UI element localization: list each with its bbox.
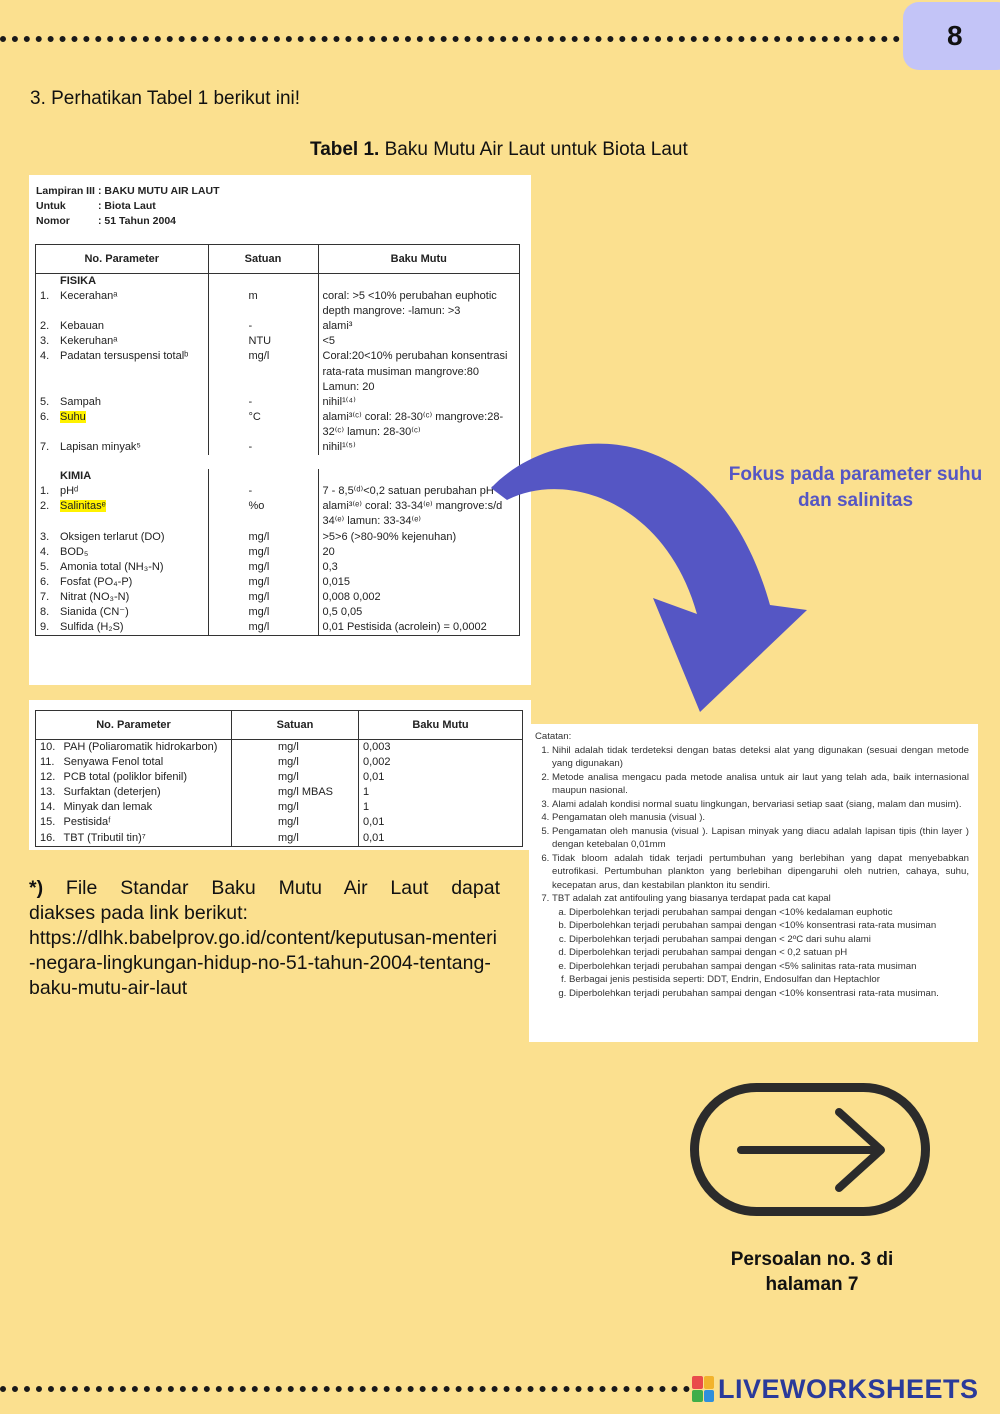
cell-number: 6.	[40, 410, 50, 423]
notes-sheet	[529, 724, 978, 1042]
footnote-marker: *)	[29, 877, 44, 899]
table-row	[36, 319, 520, 334]
note-sub-item: b. Diperbolehkan terjadi perubahan sampai dengan <10% konsentrasi rata-rata musiman	[569, 919, 969, 933]
brand-grid-icon	[692, 1376, 714, 1402]
parameter-name: Kekeruhanᵃ	[60, 335, 118, 348]
parameter-name: Sampah	[60, 395, 101, 408]
table-row	[36, 770, 523, 785]
lampiran-key: Lampiran III	[36, 185, 95, 197]
cell-number: 2.	[40, 500, 50, 513]
cell-number: 15.	[40, 816, 56, 829]
cell-parameter	[56, 349, 208, 394]
next-button[interactable]	[690, 1083, 930, 1216]
cell-parameter	[56, 499, 208, 529]
cell-value: 0,5 0,05	[322, 605, 363, 618]
cell-value: 7 - 8,5⁽ᵈ⁾<0,2 satuan perubahan pH	[322, 485, 494, 498]
col-header-unit: Satuan	[208, 245, 318, 274]
table-caption	[310, 139, 688, 161]
table-row	[36, 484, 520, 499]
cell-number: 1.	[40, 485, 50, 498]
cell-unit: °C	[208, 410, 318, 440]
cell-parameter: PCB total (poliklor bifenil)	[60, 770, 232, 785]
cell-unit: m	[208, 289, 318, 319]
question-text: 3. Perhatikan Tabel 1 berikut ini!	[30, 88, 301, 109]
cell-number: 10.	[40, 741, 56, 753]
note-sub-item: e. Diperbolehkan terjadi perubahan sampai dengan <5% salinitas rata-rata musiman	[569, 960, 969, 974]
cell-number: 16.	[40, 831, 56, 844]
next-label: Persoalan no. 3 di halaman 7	[730, 1249, 894, 1295]
cell-empty	[208, 274, 318, 290]
notes-title: Catatan:	[535, 731, 572, 742]
footnote	[29, 876, 500, 1001]
cell-value: <5	[322, 335, 336, 348]
table-row	[36, 590, 520, 605]
cell-number: 5.	[40, 395, 50, 408]
cell-number: 4.	[40, 545, 50, 558]
cell-number: 3.	[40, 530, 50, 543]
parameter-name: Padatan tersuspensi totalᵇ	[60, 350, 189, 363]
cell-number: 9.	[40, 621, 50, 634]
cell-value: 0,01 Pestisida (acrolein) = 0,0002	[322, 621, 487, 634]
cell-value: 20	[322, 545, 335, 558]
cell-value: 1	[363, 786, 370, 799]
note-text: TBT adalah zat antifouling yang biasanya terdapat pada cat kapal	[552, 893, 831, 904]
parameter-name: Salinitasᵉ	[60, 500, 106, 513]
page-number: 8	[903, 2, 1000, 70]
col-header-parameter: No. Parameter	[36, 711, 232, 740]
cell-number: 8.	[40, 605, 50, 618]
cell-empty	[36, 274, 57, 290]
cell-number: 11.	[40, 756, 55, 769]
cell-unit: -	[208, 319, 318, 334]
parameter-name: Kecerahanᵃ	[60, 290, 118, 303]
section-title: KIMIA	[56, 469, 208, 484]
cell-parameter	[56, 605, 208, 620]
parameter-name: Lapisan minyak⁵	[60, 441, 141, 454]
cell-unit: mg/l	[208, 349, 318, 394]
focus-label: Fokus pada parameter suhu dan salinitas	[728, 464, 983, 511]
cell-parameter: TBT (Tributil tin)⁷	[60, 831, 232, 847]
parameter-name: Amonia total (NH₃-N)	[60, 560, 164, 573]
note-sub-item: g. Diperbolehkan terjadi perubahan sampai dengan <10% konsentrasi rata-rata musiman.	[569, 987, 969, 1001]
parameter-name: BOD₅	[60, 545, 89, 558]
cell-value: 0,01	[363, 816, 385, 829]
parameter-name: Fosfat (PO₄-P)	[60, 575, 133, 588]
parameter-name: Nitrat (NO₃-N)	[60, 590, 130, 603]
parameter-name: Oksigen terlarut (DO)	[60, 530, 165, 543]
note-text: Tidak bloom adalah tidak terjadi pertumbuhan yang berlebihan yang dapat menyebabkan eutrofikasi. Pertumbuhan plankton yang berlebihan dipengaruhi oleh nutrien, cahaya, suhu, kecepatan arus, dan kestabilan plankton itu sendiri.	[552, 852, 969, 891]
cell-unit: mg/l	[208, 590, 318, 605]
note-item	[552, 852, 969, 893]
note-item	[552, 798, 969, 812]
table-row	[36, 605, 520, 620]
cell-unit: -	[208, 440, 318, 455]
nomor-value: : 51 Tahun 2004	[98, 215, 177, 227]
cell-value: nihil¹⁽⁴⁾	[322, 395, 356, 408]
cell-unit: -	[208, 395, 318, 410]
cell-value: 0,3	[322, 560, 338, 573]
cell-value: nihil¹⁽⁵⁾	[322, 441, 356, 454]
parameter-name: Suhu	[60, 410, 86, 423]
footnote-link[interactable]: https://dlhk.babelprov.go.id/content/keputusan-menteri-negara-lingkungan-hidup-no-51-tahun-2004-tentang-baku-mutu-air-laut	[29, 927, 497, 999]
arrow-right-icon	[699, 1092, 921, 1207]
note-text: Alami adalah kondisi normal suatu lingkungan, bervariasi setiap saat (siang, malam dan musim).	[552, 798, 962, 810]
cell-unit: mg/l	[208, 575, 318, 590]
cell-number: 5.	[40, 560, 50, 573]
notes-block	[535, 730, 969, 1000]
cell-unit: mg/l	[232, 831, 359, 847]
cell-parameter: Minyak dan lemak	[60, 800, 232, 815]
sheet-header	[36, 184, 220, 229]
notes-list	[535, 744, 969, 1001]
table-row	[36, 575, 520, 590]
cell-number: 12.	[40, 771, 56, 784]
cell-unit: mg/l	[232, 800, 359, 815]
table-row	[36, 815, 523, 830]
table-row	[36, 499, 520, 529]
cell-unit: mg/l	[208, 605, 318, 620]
section-title: FISIKA	[56, 274, 208, 290]
cell-unit: mg/l	[208, 560, 318, 575]
note-text: Pengamatan oleh manusia (visual ). Lapisan minyak yang diacu adalah lapisan tipis (thin layer ) dengan ketebalan 0,01mm	[552, 825, 969, 850]
cell-value: 0,003	[363, 741, 391, 753]
col-header-value: Baku Mutu	[318, 245, 520, 274]
cell-value: 0,008 0,002	[322, 590, 381, 603]
cell-parameter	[56, 410, 208, 440]
untuk-value: : Biota Laut	[98, 200, 156, 212]
lampiran-value: : BAKU MUTU AIR LAUT	[98, 185, 220, 197]
brand-logo	[692, 1372, 998, 1406]
standard-table-sheet-continued	[29, 700, 531, 850]
cell-parameter: PAH (Poliaromatik hidrokarbon)	[60, 740, 232, 756]
cell-number: 1.	[40, 290, 50, 303]
table-row	[36, 785, 523, 800]
cell-parameter	[56, 319, 208, 334]
cell-unit: mg/l	[208, 620, 318, 636]
note-item	[552, 744, 969, 771]
cell-parameter	[56, 560, 208, 575]
cell-value: Coral:20<10% perubahan konsentrasi rata-rata musiman mangrove:80 Lamun: 20	[322, 350, 508, 393]
note-text: Metode analisa mengacu pada metode analisa untuk air laut yang telah ada, baik internasional maupun nasional.	[552, 771, 969, 796]
untuk-key: Untuk	[36, 200, 66, 212]
table-row	[36, 545, 520, 560]
cell-value: 0,002	[363, 756, 391, 769]
table-caption-text: Baku Mutu Air Laut untuk Biota Laut	[379, 139, 688, 160]
note-sub-item: d. Diperbolehkan terjadi perubahan sampai dengan < 0,2 satuan pH	[569, 946, 969, 960]
cell-number: 7.	[40, 590, 50, 603]
cell-value: 0,01	[363, 771, 385, 784]
cell-number: 4.	[40, 350, 50, 363]
cell-number: 2.	[40, 320, 50, 333]
table-row	[36, 831, 523, 847]
table-row	[36, 410, 520, 440]
cell-value: alami³⁽ᵉ⁾ coral: 33-34⁽ᵉ⁾ mangrove:s/d 34⁽ᵉ⁾ lamun: 33-34⁽ᵉ⁾	[322, 500, 503, 528]
note-item	[552, 811, 969, 825]
cell-parameter	[56, 334, 208, 349]
table-row	[36, 800, 523, 815]
cell-unit: mg/l	[232, 770, 359, 785]
cell-number: 13.	[40, 786, 56, 799]
note-sub-item: f. Berbagai jenis pestisida seperti: DDT, Endrin, Endosulfan dan Heptachlor	[569, 973, 969, 987]
note-text: Pengamatan oleh manusia (visual ).	[552, 812, 706, 823]
cell-value: 1	[363, 801, 370, 814]
standard-table-sheet	[29, 175, 531, 685]
footnote-line-2: diakses pada link berikut:	[29, 902, 248, 924]
cell-unit: mg/l	[232, 755, 359, 770]
cell-parameter: Pestisidaᶠ	[60, 815, 232, 830]
footnote-line-1	[29, 876, 500, 901]
table-row	[36, 395, 520, 410]
cell-value: 0,015	[322, 575, 351, 588]
cell-parameter	[56, 395, 208, 410]
cell-unit: mg/l	[232, 815, 359, 830]
standard-table-1	[35, 244, 520, 636]
cell-parameter	[56, 484, 208, 499]
note-sub-item: c. Diperbolehkan terjadi perubahan sampai dengan < 2ºC dari suhu alami	[569, 933, 969, 947]
note-sub-item: a. Diperbolehkan terjadi perubahan sampai dengan <10% kedalaman euphotic	[569, 906, 969, 920]
note-text: Nihil adalah tidak terdeteksi dengan batas deteksi alat yang digunakan (sesuai dengan metode yang digunakan)	[552, 744, 969, 769]
cell-value: >5>6 (>80-90% kejenuhan)	[322, 530, 457, 543]
cell-unit: mg/l	[208, 545, 318, 560]
note-item	[552, 892, 969, 1000]
cell-parameter	[56, 620, 208, 636]
parameter-name: pHᵈ	[60, 485, 79, 498]
cell-number: 3.	[40, 335, 50, 348]
table-row	[36, 289, 520, 319]
table-row	[36, 349, 520, 394]
table-caption-label: Tabel 1.	[310, 139, 380, 160]
cell-parameter: Surfaktan (deterjen)	[60, 785, 232, 800]
note-sub-list	[552, 906, 969, 1001]
note-item	[552, 825, 969, 852]
cell-unit: mg/l	[232, 740, 359, 756]
cell-value: alami³	[322, 320, 353, 333]
col-header-value: Baku Mutu	[359, 711, 523, 740]
table-row	[36, 530, 520, 545]
cell-parameter	[56, 440, 208, 455]
brand-name: LIVEWORKSHEETS	[718, 1373, 979, 1404]
cell-empty	[208, 469, 318, 484]
bottom-dotted-divider	[0, 1386, 690, 1392]
cell-unit: mg/l	[208, 530, 318, 545]
table-row	[36, 455, 520, 469]
cell-unit: mg/l MBAS	[232, 785, 359, 800]
col-header-unit: Satuan	[232, 711, 359, 740]
cell-parameter	[56, 590, 208, 605]
note-item	[552, 771, 969, 798]
cell-number: 7.	[40, 441, 50, 454]
cell-value: 0,01	[363, 831, 385, 844]
nomor-key: Nomor	[36, 215, 70, 227]
cell-parameter	[56, 545, 208, 560]
cell-unit: %o	[208, 499, 318, 529]
parameter-name: Sianida (CN⁻)	[60, 605, 129, 618]
cell-parameter: Senyawa Fenol total	[60, 755, 232, 770]
cell-empty	[36, 469, 57, 484]
table-row	[36, 274, 520, 290]
cell-unit: -	[208, 484, 318, 499]
cell-parameter	[56, 289, 208, 319]
parameter-name: Kebauan	[60, 320, 105, 333]
parameter-name: Sulfida (H₂S)	[60, 621, 124, 634]
cell-unit: NTU	[208, 334, 318, 349]
table-row	[36, 560, 520, 575]
top-dotted-divider	[0, 36, 900, 42]
cell-number: 14.	[40, 801, 56, 814]
table-row	[36, 755, 523, 770]
cell-parameter	[56, 575, 208, 590]
standard-table-2	[35, 710, 523, 847]
table-row	[36, 440, 520, 455]
footnote-text-1: File Standar Baku Mutu Air Laut dapat	[43, 877, 500, 899]
col-header-parameter: No. Parameter	[36, 245, 209, 274]
table-row	[36, 620, 520, 636]
cell-parameter	[56, 530, 208, 545]
cell-empty	[318, 274, 520, 290]
cell-number: 6.	[40, 575, 50, 588]
table-row	[36, 740, 523, 756]
cell-value: coral: >5 <10% perubahan euphotic depth mangrove: -lamun: >3	[322, 290, 497, 318]
row-spacer	[36, 455, 520, 469]
table-row	[36, 334, 520, 349]
table-row	[36, 469, 520, 484]
cell-value: alami³⁽ᶜ⁾ coral: 28-30⁽ᶜ⁾ mangrove:28-32⁽ᶜ⁾ lamun: 28-30⁽ᶜ⁾	[322, 410, 504, 438]
